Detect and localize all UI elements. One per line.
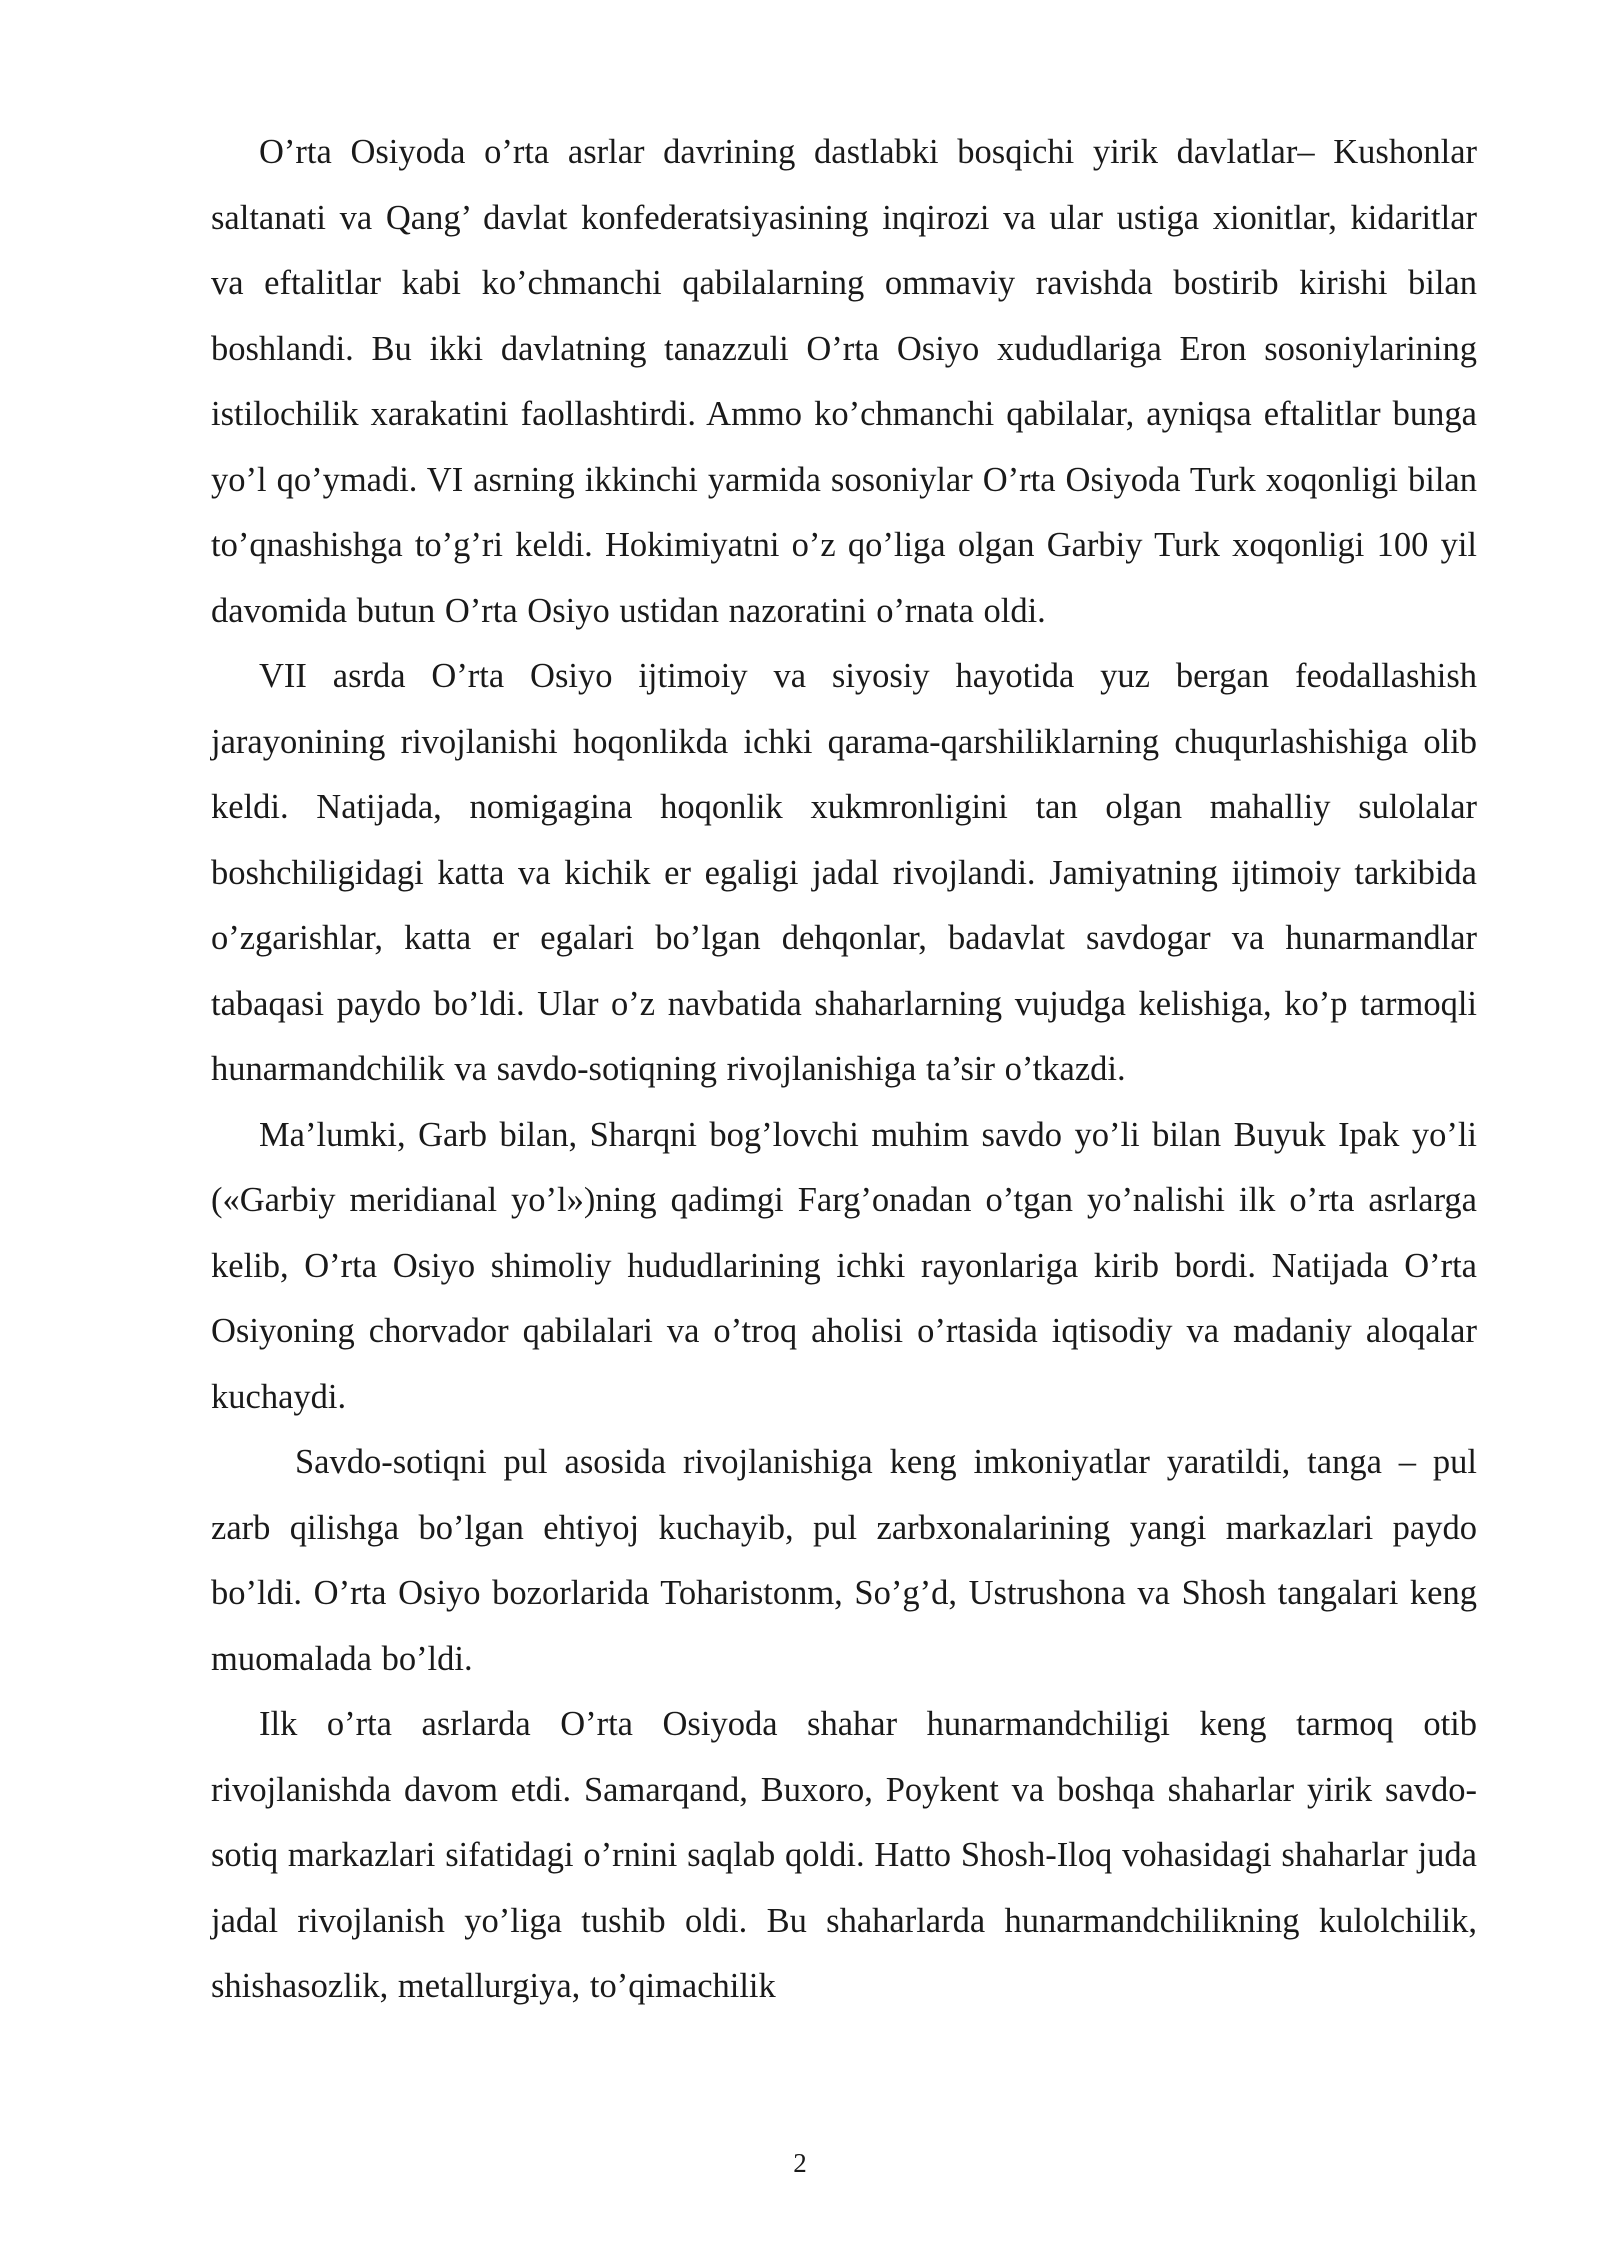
- document-page: [211, 120, 1477, 2020]
- paragraph-3: Ma’lumki, Garb bilan, Sharqni bog’lovchi muhim savdo yo’li bilan Buyuk Ipak yo’li («Garbiy meridianal yo’l»)ning qadimgi Farg’onadan o’tgan yo’nalishi ilk o’rta asrlarga kelib, O’rta Osiyo shimoliy hududlarining ichki rayonlariga kirib bordi. Natijada O’rta Osiyoning chorvador qabilalari va o’troq aholisi o’rtasida iqtisodiy va madaniy aloqalar kuchaydi.: [211, 1115, 1477, 1416]
- paragraph-2: VII asrda O’rta Osiyo ijtimoiy va siyosiy hayotida yuz bergan feodallashish jarayonining rivojlanishi hoqonlikda ichki qarama-qarshiliklarning chuqurlashishiga olib keldi. Natijada, nomigagina hoqonlik xukmronligini tan olgan mahalliy sulolalar boshchiligidagi katta va kichik er egaligi jadal rivojlandi. Jamiyatning ijtimoiy tarkibida o’zgarishlar, katta er egalari bo’lgan dehqonlar, badavlat savdogar va hunarmandlar tabaqasi paydo bo’ldi. Ular o’z navbatida shaharlarning vujudga kelishiga, ko’p tarmoqli hunarmandchilik va savdo-sotiqning rivojlanishiga ta’sir o’tkazdi.: [211, 657, 1477, 1088]
- page-number: 2: [793, 2148, 807, 2178]
- paragraph-5: Ilk o’rta asrlarda O’rta Osiyoda shahar hunarmandchiligi keng tarmoq otib rivojlanishda davom etdi. Samarqand, Buxoro, Poykent va boshqa shaharlar yirik savdo-sotiq markazlari sifatidagi o’rnini saqlab qoldi. Hatto Shosh-Iloq vohasidagi shaharlar juda jadal rivojlanish yo’liga tushib oldi. Bu shaharlarda hunarmandchilikning kulolchilik, shishasozlik, metallurgiya, to’qimachilik: [211, 1705, 1477, 2005]
- paragraph-1: O’rta Osiyoda o’rta asrlar davrining dastlabki bosqichi yirik davlatlar– Kushonlar saltanati va Qang’ davlat konfederatsiyasining inqirozi va ular ustiga xionitlar, kidaritlar va eftalitlar kabi ko’chmanchi qabilalarning ommaviy ravishda bostirib kirishi bilan boshlandi. Bu ikki davlatning tanazzuli O’rta Osiyo xududlariga Eron sosoniylarining istilochilik xarakatini faollashtirdi. Ammo ko’chmanchi qabilalar, ayniqsa eftalitlar bunga yo’l qo’ymadi. VI asrning ikkinchi yarmida sosoniylar O’rta Osiyoda Turk xoqonligi bilan to’qnashishga to’g’ri keldi. Hokimiyatni o’z qo’liga olgan Garbiy Turk xoqonligi 100 yil davomida butun O’rta Osiyo ustidan nazoratini o’rnata oldi.: [211, 133, 1477, 630]
- paragraph-4: Savdo-sotiqni pul asosida rivojlanishiga keng imkoniyatlar yaratildi, tanga – pul zarb qilishga bo’lgan ehtiyoj kuchayib, pul zarbxonalarining yangi markazlari paydo bo’ldi. O’rta Osiyo bozorlarida Toharistonm, So’g’d, Ustrushona va Shosh tangalari keng muomalada bo’ldi.: [211, 1443, 1477, 1678]
